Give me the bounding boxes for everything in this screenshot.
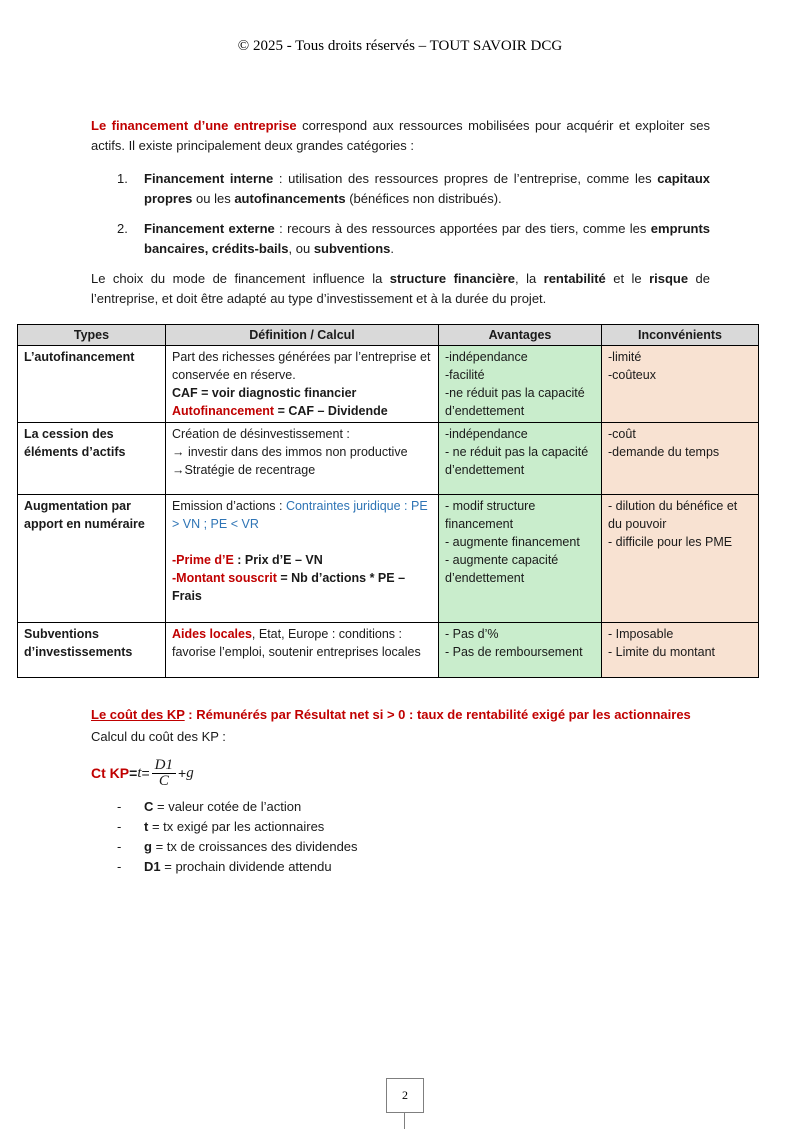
text-run: (bénéfices non distribués).	[345, 191, 502, 206]
type-cell: Subventions d’investissements	[18, 623, 166, 678]
drawback-item: - difficile pour les PME	[608, 535, 733, 549]
drawbacks-cell	[602, 423, 759, 495]
type-cell: La cession des éléments d’actifs	[18, 423, 166, 495]
kp-title-rest: : Rémunérés par Résultat net si > 0 : taux de rentabilité exigé par les actionnaires	[184, 707, 691, 722]
var-g: g	[186, 765, 194, 781]
var-t: t	[137, 765, 142, 781]
list-number: 2.	[117, 221, 128, 236]
list-item-financement-interne	[117, 169, 710, 209]
drawback-item: -limité	[608, 350, 642, 364]
drawbacks-cell	[602, 346, 759, 423]
advantage-item: -indépendance	[445, 427, 528, 441]
def-line: → investir dans des immos non productive	[172, 445, 408, 459]
header-types: Types	[18, 325, 166, 346]
text-run: = tx exigé par les actionnaires	[148, 819, 325, 834]
table-header-row	[18, 325, 759, 346]
term-subventions: subventions	[313, 241, 391, 256]
header-avantages: Avantages	[439, 325, 602, 346]
kp-formula	[91, 755, 751, 791]
text-run: , Etat, Europe : conditions : favorise l’emploi, soutenir entreprises locales	[172, 627, 421, 659]
term-emprunts: emprunts bancaires, crédits-bails	[144, 221, 711, 256]
table-row-augmentation-numeraire	[18, 495, 759, 623]
advantages-cell	[439, 346, 602, 423]
equals-sign: =	[141, 765, 150, 781]
term-rentabilite: rentabilité	[543, 271, 606, 286]
fraction-d1-over-c	[152, 756, 176, 789]
kp-variable-definitions	[91, 797, 751, 877]
text-run: = CAF – Dividende	[274, 404, 388, 418]
kp-title-underlined: Le coût des KP	[91, 707, 185, 722]
var-name: D1	[144, 859, 161, 874]
list-item-text	[144, 169, 710, 209]
definition-cell	[166, 423, 439, 495]
type-cell: Augmentation par apport en numéraire	[18, 495, 166, 623]
text-run: ou les	[192, 191, 235, 206]
legal-constraints-text: Contraintes juridique : PE > VN ; PE < VR	[172, 499, 428, 531]
page-number-connector-line	[404, 1113, 405, 1129]
text-run: et le	[605, 271, 650, 286]
definition-cell	[166, 495, 439, 623]
def-montant-line	[172, 569, 432, 605]
bullet-text	[144, 837, 358, 857]
advantage-item: - modif structure financement	[445, 499, 536, 531]
fraction-denominator: C	[158, 772, 169, 789]
cout-kp-section	[91, 705, 751, 877]
term-financement-interne: Financement interne	[144, 171, 274, 186]
bullet-dash: -	[117, 859, 122, 874]
kp-calc-label: Calcul du coût des KP :	[91, 729, 226, 744]
financing-categories-list	[91, 169, 710, 259]
list-item-financement-externe	[117, 219, 710, 259]
text-run: : utilisation des ressources propres de l’entreprise, comme les	[273, 171, 658, 186]
table-row-cession-actifs	[18, 423, 759, 495]
bullet-text	[144, 797, 301, 817]
text-run: , ou	[288, 241, 314, 256]
def-aides-line	[172, 625, 432, 661]
text-run: = valeur cotée de l’action	[153, 799, 302, 814]
term-autofinancements: autofinancements	[234, 191, 346, 206]
var-name: t	[144, 819, 149, 834]
drawback-item: - dilution du bénéfice et du pouvoir	[608, 499, 738, 531]
definition-cell	[166, 623, 439, 678]
header-definition-calcul: Définition / Calcul	[166, 325, 439, 346]
term-montant-souscrit: -Montant souscrit	[172, 571, 277, 585]
text-run: Emission d’actions :	[172, 499, 286, 513]
drawback-item: -demande du temps	[608, 445, 720, 459]
advantage-item: -indépendance	[445, 350, 528, 364]
text-run: : recours à des ressources apportées par des tiers, comme les	[274, 221, 651, 236]
drawback-item: - Limite du montant	[608, 645, 715, 659]
term-financement-externe: Financement externe	[144, 221, 275, 236]
kp-section-title	[91, 705, 751, 725]
bullet-item-g	[117, 837, 751, 857]
drawback-item: -coût	[608, 427, 636, 441]
content-area	[91, 116, 710, 322]
drawbacks-cell	[602, 623, 759, 678]
advantage-item: - augmente capacité d’endettement	[445, 553, 559, 585]
type-cell: L’autofinancement	[18, 346, 166, 423]
advantage-item: -facilité	[445, 368, 485, 382]
advantage-item: - ne réduit pas la capacité d’endettement	[445, 445, 589, 477]
copyright-header: © 2025 - Tous droits réservés – TOUT SAVOIR DCG	[237, 38, 563, 54]
page-number: 2	[402, 1088, 408, 1102]
bullet-text	[144, 857, 332, 877]
equals-sign: =	[129, 765, 138, 781]
table-row-subventions	[18, 623, 759, 678]
text-run: Le choix du mode de financement influence la	[91, 271, 390, 286]
bullet-text	[144, 817, 324, 837]
blank-line	[172, 533, 432, 551]
bullet-item-t	[117, 817, 751, 837]
page-number-box	[386, 1078, 424, 1113]
term-capitaux-propres: capitaux propres	[144, 171, 710, 206]
financing-table	[17, 324, 759, 678]
advantages-cell	[439, 623, 602, 678]
def-line: →Stratégie de recentrage	[172, 463, 316, 477]
text-run: = tx de croissances des dividendes	[151, 839, 358, 854]
intro-paragraph	[91, 116, 710, 156]
choice-paragraph	[91, 269, 710, 309]
def-emission-line	[172, 497, 432, 533]
text-run: : Prix d’E – VN	[233, 553, 323, 567]
bullet-dash: -	[117, 799, 122, 814]
var-name: C	[144, 799, 154, 814]
def-line: Création de désinvestissement :	[172, 427, 350, 441]
def-autofinancement-line	[172, 402, 432, 420]
drawback-item: -coûteux	[608, 368, 656, 382]
list-item-text	[144, 219, 710, 259]
advantages-cell	[439, 423, 602, 495]
advantage-item: - augmente financement	[445, 535, 580, 549]
def-prime-line	[172, 551, 432, 569]
bullet-item-c	[117, 797, 751, 817]
term-autofinancement-red: Autofinancement	[172, 404, 275, 418]
drawback-item: - Imposable	[608, 627, 674, 641]
term-risque: risque	[649, 271, 689, 286]
term-structure-financiere: structure financière	[389, 271, 516, 286]
header-inconvenients: Inconvénients	[602, 325, 759, 346]
text-run: = prochain dividende attendu	[160, 859, 332, 874]
bullet-dash: -	[117, 839, 122, 854]
advantages-cell	[439, 495, 602, 623]
drawbacks-cell	[602, 495, 759, 623]
table-row-autofinancement	[18, 346, 759, 423]
def-text: Part des richesses générées par l’entreprise et conservée en réserve.	[172, 350, 431, 382]
text-run: de l’entreprise, et doit être adapté au type d’investissement et à la durée du projet.	[91, 271, 711, 306]
list-number: 1.	[117, 171, 128, 186]
text-run: = Nb d’actions * PE – Frais	[172, 571, 406, 603]
definition-cell	[166, 346, 439, 423]
advantage-item: - Pas d’%	[445, 627, 499, 641]
bullet-item-d1	[117, 857, 751, 877]
plus-sign: +	[178, 765, 187, 781]
intro-rest: correspond aux ressources mobilisées pour acquérir et exploiter ses actifs. Il existe principalement deux grandes catégories :	[91, 118, 710, 153]
term-prime-emission: -Prime d’E	[172, 553, 234, 567]
advantage-item: - Pas de remboursement	[445, 645, 583, 659]
bullet-dash: -	[117, 819, 122, 834]
formula-lhs: Ct KP	[91, 765, 130, 781]
text-run: .	[390, 241, 395, 256]
text-run: , la	[515, 271, 544, 286]
fraction-numerator: D1	[152, 759, 176, 774]
var-name: g	[144, 839, 152, 854]
intro-lead-red: Le financement d’une entreprise	[91, 118, 297, 133]
term-aides-locales: Aides locales	[172, 627, 252, 641]
advantage-item: -ne réduit pas la capacité d’endettement	[445, 386, 585, 418]
def-caf-line: CAF = voir diagnostic financier	[172, 386, 357, 400]
